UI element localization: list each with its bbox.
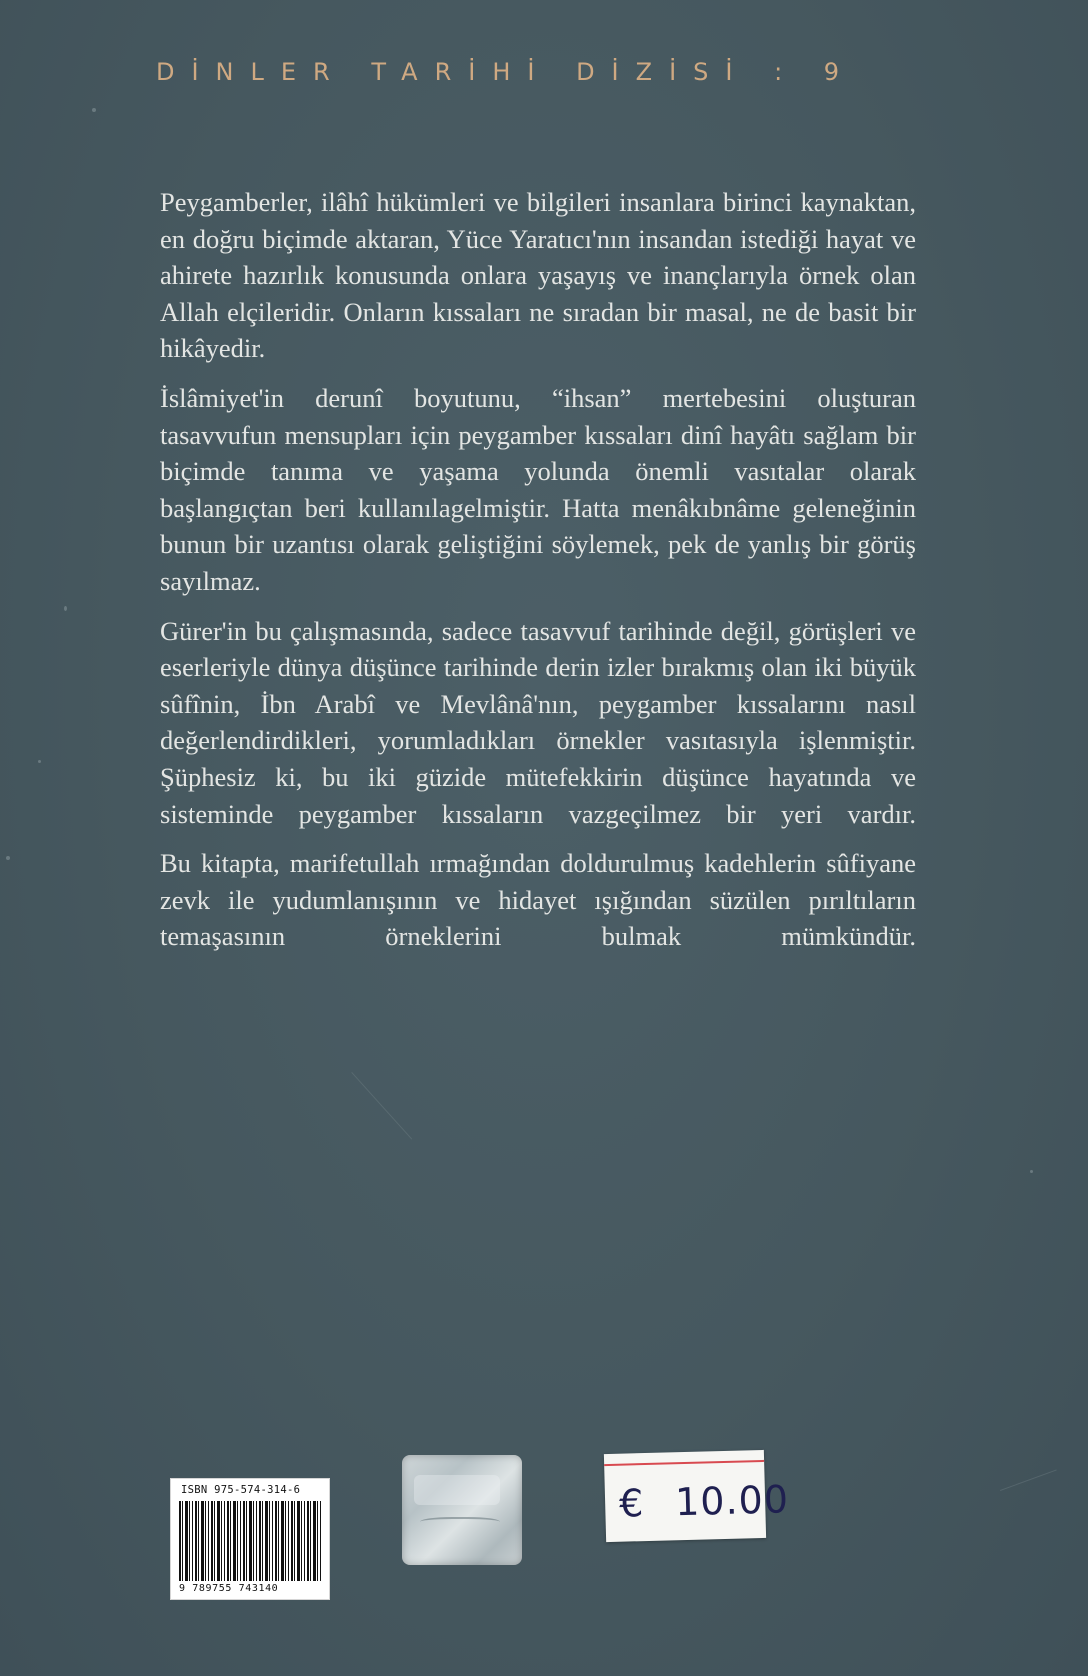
dust-speck <box>1030 1170 1033 1173</box>
surface-scratch <box>1000 1469 1057 1490</box>
price-amount: 10.00 <box>674 1477 790 1525</box>
blurb-text <box>160 184 916 955</box>
dust-speck <box>6 856 10 860</box>
barcode-icon <box>179 1501 323 1581</box>
price-tag <box>604 1450 790 1542</box>
hologram-sticker-icon <box>402 1455 522 1565</box>
blurb-paragraph-2: İslâmiyet'in derunî boyutunu, “ihsan” mertebesini oluşturan tasavvufun mensupları için peygamber kıssaları dinî hayâtı sağlam bir biçimde tanıma ve yaşama yolunda önemli vasıtalar olarak başlangıçtan beri kullanılagelmiştir. Hatta menâkıbnâme geleneğinin bunun bir uzantısı olarak geliştiğini söylemek, pek de yanlış bir görüş sayılmaz. <box>160 382 916 596</box>
dust-speck <box>64 606 67 611</box>
series-title: DİNLER TARİHİ DİZİSİ : 9 <box>156 58 857 86</box>
isbn-number: ISBN 975-574-314-6 <box>181 1484 301 1496</box>
blurb-paragraph-1: Peygamberler, ilâhî hükümleri ve bilgileri insanlara birinci kaynaktan, en doğru biçimde aktaran, Yüce Yaratıcı'nın insandan istediği hayat ve ahirete hazırlık konusunda onlara yaşayış ve inançlarıyla örnek olan Allah elçileridir. Onların kıssaları ne sıradan bir masal, ne de basit bir hikâyedir. <box>160 187 916 364</box>
barcode-label <box>170 1478 330 1600</box>
barcode-digits: 9 789755 743140 <box>179 1583 279 1594</box>
dust-speck <box>38 760 41 763</box>
surface-scratch <box>351 1072 412 1140</box>
blurb-paragraph-3: Gürer'in bu çalışmasında, sadece tasavvuf tarihinde değil, görüşleri ve eserleriyle dünya düşünce tarihinde derin izler bırakmış olan iki büyük sûfînin, İbn Arabî ve Mevlânâ'nın, peygamber kıssalarını nasıl değerlendirdikleri, yorumladıkları örnekler vasıtasıyla işlenmiştir. Şüphesiz ki, bu iki güzide mütefekkirin düşünce hayatında ve sisteminde peygamber kıssaların vazgeçilmez bir yeri vardır. <box>160 615 916 829</box>
price-tag-rule <box>604 1460 764 1466</box>
price-currency: € <box>618 1481 644 1526</box>
blurb-paragraph-4: Bu kitapta, marifetullah ırmağından doldurulmuş kadehlerin sûfiyane zevk ile yudumlanışının ve hidayet ışığından süzülen pırıltıların temaşasının örneklerini bulmak mümkündür. <box>160 848 916 952</box>
dust-speck <box>92 108 96 112</box>
